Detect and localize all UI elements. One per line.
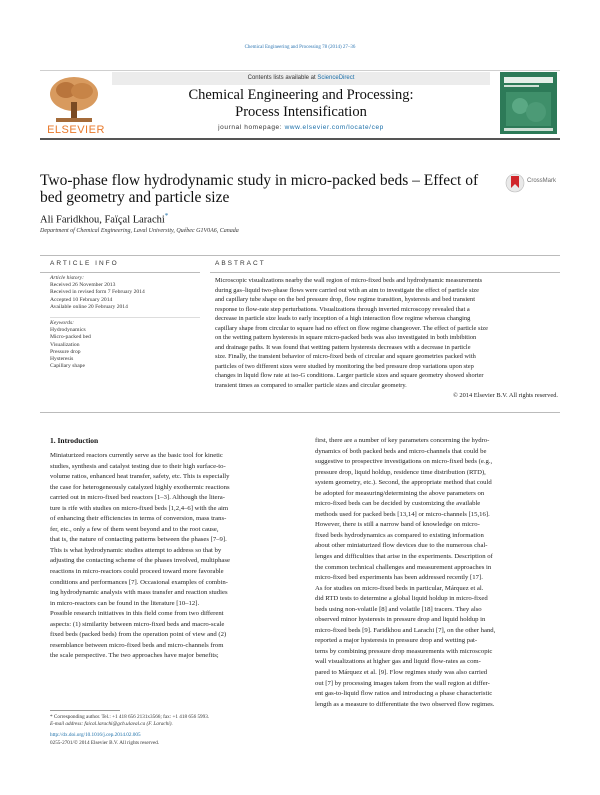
crossmark-label: CrossMark bbox=[527, 178, 557, 184]
body-line: observed minor hysteresis in pressure drop and liquid holdup in bbox=[315, 616, 486, 624]
body-line: reported a major hysteresis in pressure drop and wetting pat- bbox=[315, 637, 478, 645]
body-line: resemblance between micro-fixed beds and micro-channels from bbox=[50, 641, 224, 649]
authors bbox=[40, 212, 168, 226]
body-line: pressure drop, liquid holdup, residence time distribution (RTD), bbox=[315, 468, 486, 476]
body-line: out [7] by processing images taken from the wall region at differ- bbox=[315, 679, 490, 687]
abstract-line: and capillary tube shape on the bed pressure drop, flow regime transition, hysteresis and bed transient bbox=[215, 296, 475, 304]
body-line: first, there are a number of key parameters concerning the hydro- bbox=[315, 437, 490, 444]
journal-name-line2: Process Intensification bbox=[235, 104, 367, 120]
crossmark-badge[interactable] bbox=[505, 172, 563, 194]
abstract-line: during gas–liquid two-phase flows were carried out with an aim to investigate the effect of particle size bbox=[215, 286, 479, 294]
history-label: Article history: bbox=[50, 275, 85, 281]
publisher-name: ELSEVIER bbox=[47, 124, 105, 136]
history-item: Received 26 November 2013 bbox=[50, 282, 116, 289]
sciencedirect-link[interactable]: ScienceDirect bbox=[317, 75, 355, 81]
crossmark-icon bbox=[505, 172, 525, 194]
contents-prefix: Contents lists available at bbox=[247, 75, 318, 81]
body-line: carried out in micro-fixed bed reactors [1–3]. Although the litera- bbox=[50, 494, 225, 502]
body-line: Possible research initiatives in this field come from two different bbox=[50, 610, 224, 618]
divider-top bbox=[40, 255, 560, 256]
abstract-line: capillary shape from circular to square had no effect on flow regime changeover. The effect of particle size bbox=[215, 324, 488, 332]
body-line: ture is rife with studies on micro-fixed beds [1,2,4–6] with the aim bbox=[50, 504, 229, 512]
history-item: Available online 20 February 2014 bbox=[50, 303, 128, 310]
body-line: micro-fixed bed experiments has been addressed recently [17]. bbox=[315, 574, 483, 582]
introduction-heading: 1. Introduction bbox=[50, 436, 99, 445]
author-names: Ali Faridkhou, Faïçal Larachi bbox=[40, 214, 165, 226]
body-line: length as a measure to differentiate the two observed flow regimes. bbox=[315, 700, 495, 708]
body-line: did RTD tests to determine a global liquid holdup in micro-fixed bbox=[315, 595, 488, 603]
keyword: Hysteresis bbox=[50, 356, 74, 363]
issn-line: 0255-2701/© 2014 Elsevier B.V. All rights reserved. bbox=[50, 739, 160, 746]
body-line: As for studies on micro-fixed beds in particular, Márquez et al. bbox=[315, 584, 484, 592]
body-line: methods used for packed beds [13,14] or micro-channels [15,16]. bbox=[315, 510, 490, 518]
article-title-line1: Two-phase flow hydrodynamic study in micro-packed beds – Effect of bbox=[40, 172, 479, 189]
body-line: adjusting the contacting scheme of the phases involved, multiphase bbox=[50, 557, 230, 565]
body-line: micro-fixed beds can be decided by customizing the available bbox=[315, 500, 481, 508]
article-info-heading: ARTICLE INFO bbox=[50, 260, 119, 267]
body-line: in micro-reactors can be found in the literature [10–12]. bbox=[50, 599, 200, 607]
abstract-line: transient times as compared to smaller particle sizes and circular geometry. bbox=[215, 382, 407, 390]
corresponding-author: * Corresponding author. Tel.: +1 418 656 2131x3566; fax: +1 418 656 5993. bbox=[50, 714, 210, 720]
keyword: Hydrodynamics bbox=[50, 327, 86, 334]
body-line: ing hydrodynamic analysis with mass transfer and reaction studies bbox=[50, 589, 228, 597]
body-line: Miniaturized reactors currently serve as the basic tool for kinetic bbox=[50, 452, 223, 459]
body-line: of enhancing their efficiencies in terms of conversion, mass trans- bbox=[50, 515, 227, 523]
abstract-line: size. Finally, the transient behavior of micro-fixed beds of circular and square geometries packed with bbox=[215, 353, 476, 361]
journal-name bbox=[112, 87, 490, 121]
body-line: aspects: (1) similarity between micro-fixed beds and macro-scale bbox=[50, 620, 225, 628]
keyword: Visualization bbox=[50, 341, 80, 348]
article-history bbox=[50, 275, 200, 311]
body-line: studies, synthesis and catalyst testing due to their high surface-to- bbox=[50, 462, 226, 470]
keywords bbox=[50, 320, 200, 370]
body-line: fer, etc., only a few of them went beyond and to the root cause, bbox=[50, 525, 219, 533]
abstract-line: decrease in particle size leads to early inception of a high interaction flow regime whereas changing bbox=[215, 315, 471, 323]
body-line: lenges and difficulties that arise in the experiments. Description of bbox=[315, 553, 493, 561]
history-item: Accepted 10 February 2014 bbox=[50, 296, 113, 303]
abstract-copyright: © 2014 Elsevier B.V. All rights reserved. bbox=[452, 391, 558, 399]
author-asterisk[interactable]: * bbox=[164, 212, 169, 220]
body-line: wall visualizations at higher gas and liquid flow-rates as com- bbox=[315, 658, 481, 666]
body-line: pared to Márquez et al. [9]. Flow regimes study was also carried bbox=[315, 669, 488, 677]
body-line: terns by combining pressure drop measurements with microscopic bbox=[315, 647, 493, 655]
body-line: beds using non-volatile [8] and volatile [18] tracers. They also bbox=[315, 605, 482, 613]
footnote-rule bbox=[50, 710, 120, 711]
body-line: the scale perspective. The two approaches have major benefits; bbox=[50, 652, 219, 660]
affiliation: Department of Chemical Engineering, Laval University, Québec G1V0A6, Canada bbox=[40, 228, 239, 234]
body-line: fixed beds hydrodynamics as compared to existing information bbox=[315, 531, 484, 539]
keyword: Pressure drop bbox=[50, 348, 81, 355]
body-line: volume ratios, enhanced heat transfer, safety, etc. This is especially bbox=[50, 473, 230, 481]
abstract-line: Microscopic visualizations nearby the wall region of micro-fixed beds and hydrodynamic measurements bbox=[215, 277, 483, 284]
body-line: However, there is still a narrow band of knowledge on micro- bbox=[315, 521, 480, 529]
body-line: reactions in micro-reactors could proceed toward more favorable bbox=[50, 568, 224, 576]
body-line: This is what hydrodynamic studies attempt to address so that by bbox=[50, 546, 222, 554]
keyword: Micro-packed bed bbox=[50, 334, 91, 341]
body-line: suggestive to prospective investigations on micro-fixed beds (e.g., bbox=[315, 458, 493, 466]
body-line: conditions and performances [7]. Occasional examples of combin- bbox=[50, 578, 228, 586]
body-line: ent gas-to-liquid flow ratios and introducing a phase characteristic bbox=[315, 690, 493, 698]
body-line: the common technical challenges and measurement approaches in bbox=[315, 563, 492, 571]
contents-band bbox=[112, 72, 490, 85]
body-line: about other miniaturized flow devices due to the numerous chal- bbox=[315, 542, 488, 550]
homepage-link[interactable]: www.elsevier.com/locate/cep bbox=[284, 124, 384, 131]
abstract-heading: ABSTRACT bbox=[215, 260, 266, 267]
body-line: fixed beds (packed beds) from the operation point of view and (2) bbox=[50, 631, 227, 639]
homepage-prefix: journal homepage: bbox=[218, 124, 285, 131]
body-line: be adopted for measuring/determining the above parameters on bbox=[315, 489, 485, 497]
article-info-rule bbox=[40, 272, 200, 273]
abstract-line: on the wetting pattern hysteresis in square micro-packed beds was also investigated in both imbibition bbox=[215, 334, 477, 342]
intro-right-column bbox=[315, 436, 560, 710]
keywords-rule bbox=[50, 317, 200, 318]
history-item: Received in revised form 7 February 2014 bbox=[50, 289, 145, 296]
abstract-body bbox=[215, 276, 558, 400]
journal-homepage bbox=[112, 124, 490, 131]
journal-cover-image bbox=[500, 72, 557, 134]
body-line: that is, the nature of contacting patterns between the phases [7–9]. bbox=[50, 536, 227, 544]
keyword: Capillary shape bbox=[50, 363, 85, 370]
doi-link[interactable]: http://dx.doi.org/10.1016/j.cep.2014.02.005 bbox=[50, 732, 141, 739]
body-line: micro-fixed beds [9]. Faridkhou and Larachi [7], on the other hand, bbox=[315, 626, 496, 634]
abstract-rule bbox=[210, 272, 560, 273]
abstract-line: and drainage paths. It was found that wetting pattern hysteresis decreases with a decrease in particle bbox=[215, 343, 471, 351]
body-line: dynamics of both packed beds and micro-channels that could be bbox=[315, 447, 487, 455]
abstract-line: changes in liquid flow rate at iso-G conditions. Larger particle sizes and square geometry showed shorter bbox=[215, 372, 484, 380]
body-line: the case for heterogeneously catalyzed highly exothermic reactions bbox=[50, 483, 230, 491]
intro-left-column bbox=[50, 451, 290, 662]
body-line: system geometry, etc.). Second, the appropriate method that could bbox=[315, 479, 492, 487]
abstract-line: response to flow-rate step perturbations. Visualizations through inverted microscopy revealed that a bbox=[215, 305, 470, 313]
journal-reference: Chemical Engineering and Processing 78 (2014) 27–36 bbox=[244, 45, 356, 50]
article-title-line2: bed geometry and particle size bbox=[40, 189, 230, 206]
email-address[interactable]: E-mail address: faical.larachi@gch.ulaval.ca (F. Larachi). bbox=[50, 721, 173, 728]
journal-name-line1: Chemical Engineering and Processing: bbox=[188, 87, 414, 103]
article-title bbox=[40, 172, 480, 206]
abstract-line: particles of two different sizes were studied by monitoring the bed pressure drop variations upon step bbox=[215, 362, 474, 370]
divider-bottom bbox=[40, 412, 560, 413]
footnotes bbox=[50, 714, 295, 747]
elsevier-tree-logo bbox=[44, 74, 104, 126]
keywords-label: Keywords: bbox=[50, 320, 75, 326]
